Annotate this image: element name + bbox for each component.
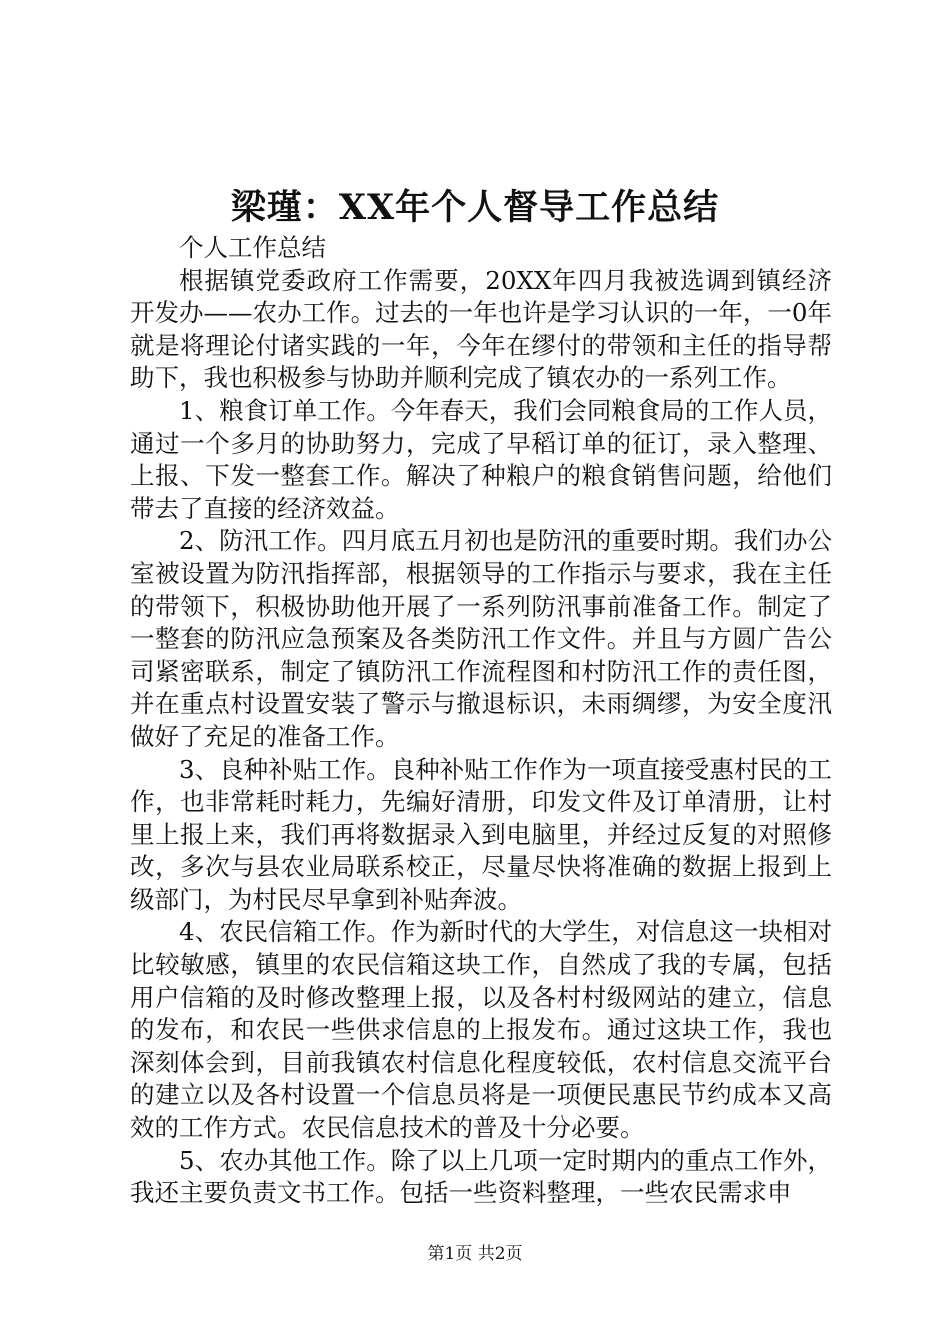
page-footer: 第1页 共2页 <box>427 1244 523 1264</box>
document-title: 梁瑾：XX年个人督导工作总结 <box>230 187 720 228</box>
paragraph: 根据镇党委政府工作需要，20XX年四月我被选调到镇经济开发办——农办工作。过去的一年也许是学习认识的一年，一0年就是将理论付诸实践的一年，今年在缪付的带领和主任的指导帮助下，我也积极参与协助并顺利完成了镇农办的一系列工作。 <box>130 265 832 393</box>
paragraph: 4、农民信箱工作。作为新时代的大学生，对信息这一块相对比较敏感，镇里的农民信箱这块工作，自然成了我的专属，包括用户信箱的及时修改整理上报，以及各村村级网站的建立，信息的发布，和农民一些供求信息的上报发布。通过这块工作，我也深刻体会到，目前我镇农村信息化程度较低，农村信息交流平台的建立以及各村设置一个信息员将是一项便民惠民节约成本又高效的工作方式。农民信息技术的普及十分必要。 <box>130 917 832 1143</box>
paragraph: 2、防汛工作。四月底五月初也是防汛的重要时期。我们办公室被设置为防汛指挥部，根据领导的工作指示与要求，我在主任的带领下，积极协助他开展了一系列防汛事前准备工作。制定了一整套的防汛应急预案及各类防汛工作文件。并且与方圆广告公司紧密联系，制定了镇防汛工作流程图和村防汛工作的责任图，并在重点村设置安装了警示与撤退标识，未雨绸缪，为安全度汛做好了充足的准备工作。 <box>130 526 832 751</box>
paragraph: 3、良种补贴工作。良种补贴工作作为一项直接受惠村民的工作，也非常耗时耗力，先编好清册，印发文件及订单清册，让村里上报上来，我们再将数据录入到电脑里，并经过反复的对照修改，多次与县农业局联系校正，尽量尽快将准确的数据上报到上级部门，为村民尽早拿到补贴奔波。 <box>130 754 832 914</box>
document-body <box>130 232 832 1210</box>
paragraph: 5、农办其他工作。除了以上几项一定时期内的重点工作外，我还主要负责文书工作。包括一些资料整理，一些农民需求申 <box>130 1145 832 1208</box>
paragraph: 个人工作总结 <box>179 233 326 262</box>
paragraph: 1、粮食订单工作。今年春天，我们会同粮食局的工作人员，通过一个多月的协助努力，完成了早稻订单的征订，录入整理、上报、下发一整套工作。解决了种粮户的粮食销售问题，给他们带去了直接的经济效益。 <box>130 395 832 523</box>
